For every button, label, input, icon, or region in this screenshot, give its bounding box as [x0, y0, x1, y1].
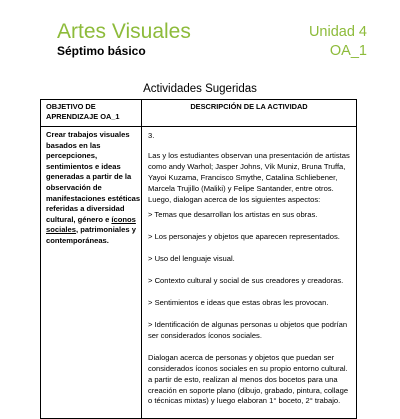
objective-text-part2: , patrimoniales y contemporáneas. — [46, 225, 136, 245]
objective-underlined-term: íconos sociales — [46, 214, 136, 235]
activities-table — [40, 99, 357, 419]
activity-cell — [148, 131, 352, 407]
header-divider — [41, 126, 356, 127]
list-item-text: Sentimientos e ideas que estas obras les provocan. — [154, 298, 329, 308]
column-divider — [141, 100, 142, 418]
list-item — [148, 232, 352, 243]
grade-subtitle: Séptimo básico — [57, 44, 146, 58]
list-item-text: Uso del lenguaje visual. — [154, 254, 235, 264]
objective-column-header: OBJETIVO DE APRENDIZAJE OA_1 — [46, 102, 120, 121]
list-item-text: Los personajes y objetos que aparecen representados. — [154, 232, 340, 242]
list-item-text: Temas que desarrollan los artistas en sus obras. — [154, 210, 318, 220]
activity-aspects-list — [148, 210, 352, 341]
list-item — [148, 320, 352, 342]
activity-closing-paragraph: Dialogan acerca de personas y objetos que puedan ser considerados íconos sociales en su propio entorno cultural. a partir de esto, realizan al menos dos bocetos para una creación en soporte plano (dibujo, grabado, pintura, collage o técnicas mixtas) y luego elaboran 1° boceto, 2° trabajo. — [148, 352, 349, 406]
bullet-marker: > — [148, 298, 153, 308]
unit-label: Unidad 4 — [308, 24, 367, 40]
list-item — [148, 276, 352, 287]
bullet-marker: > — [148, 319, 153, 329]
section-title: Actividades Sugeridas — [143, 83, 257, 95]
bullet-marker: > — [148, 232, 153, 242]
activity-intro: Las y los estudiantes observan una presentación de artistas como andy Warhol; Jasper Johns, Vik Muniz, Bruna Truffa, Yayoi Kuzama, Francisco Smythe, Catalina Schliebener, Marcela Trujillo (Maliki) y Felipe Santander, entre otros. Luego, dialogan acerca de los siguientes aspectos: — [148, 150, 350, 204]
description-column-header: DESCRIPCIÓN DE LA ACTIVIDAD — [190, 102, 308, 111]
objective-code: OA_1 — [329, 43, 367, 59]
objective-text-part1: Crear trabajos visuales basados en las percepciones, sentimientos e ideas generadas a partir de la observación de manifestaciones estéticas referidas a diversidad cultural, género e — [46, 130, 141, 224]
document-title: Artes Visuales — [57, 20, 191, 43]
objective-cell — [46, 130, 141, 247]
list-item-text: Identificación de algunas personas u objetos que podrían ser considerados íconos sociales. — [148, 319, 348, 340]
bullet-marker: > — [148, 210, 153, 220]
list-item — [148, 298, 352, 309]
activity-number: 3. — [148, 131, 155, 140]
list-item — [148, 210, 352, 221]
bullet-marker: > — [148, 254, 153, 264]
list-item-text: Contexto cultural y social de sus creadores y creadoras. — [154, 276, 344, 286]
bullet-marker: > — [148, 276, 153, 286]
list-item — [148, 254, 352, 265]
